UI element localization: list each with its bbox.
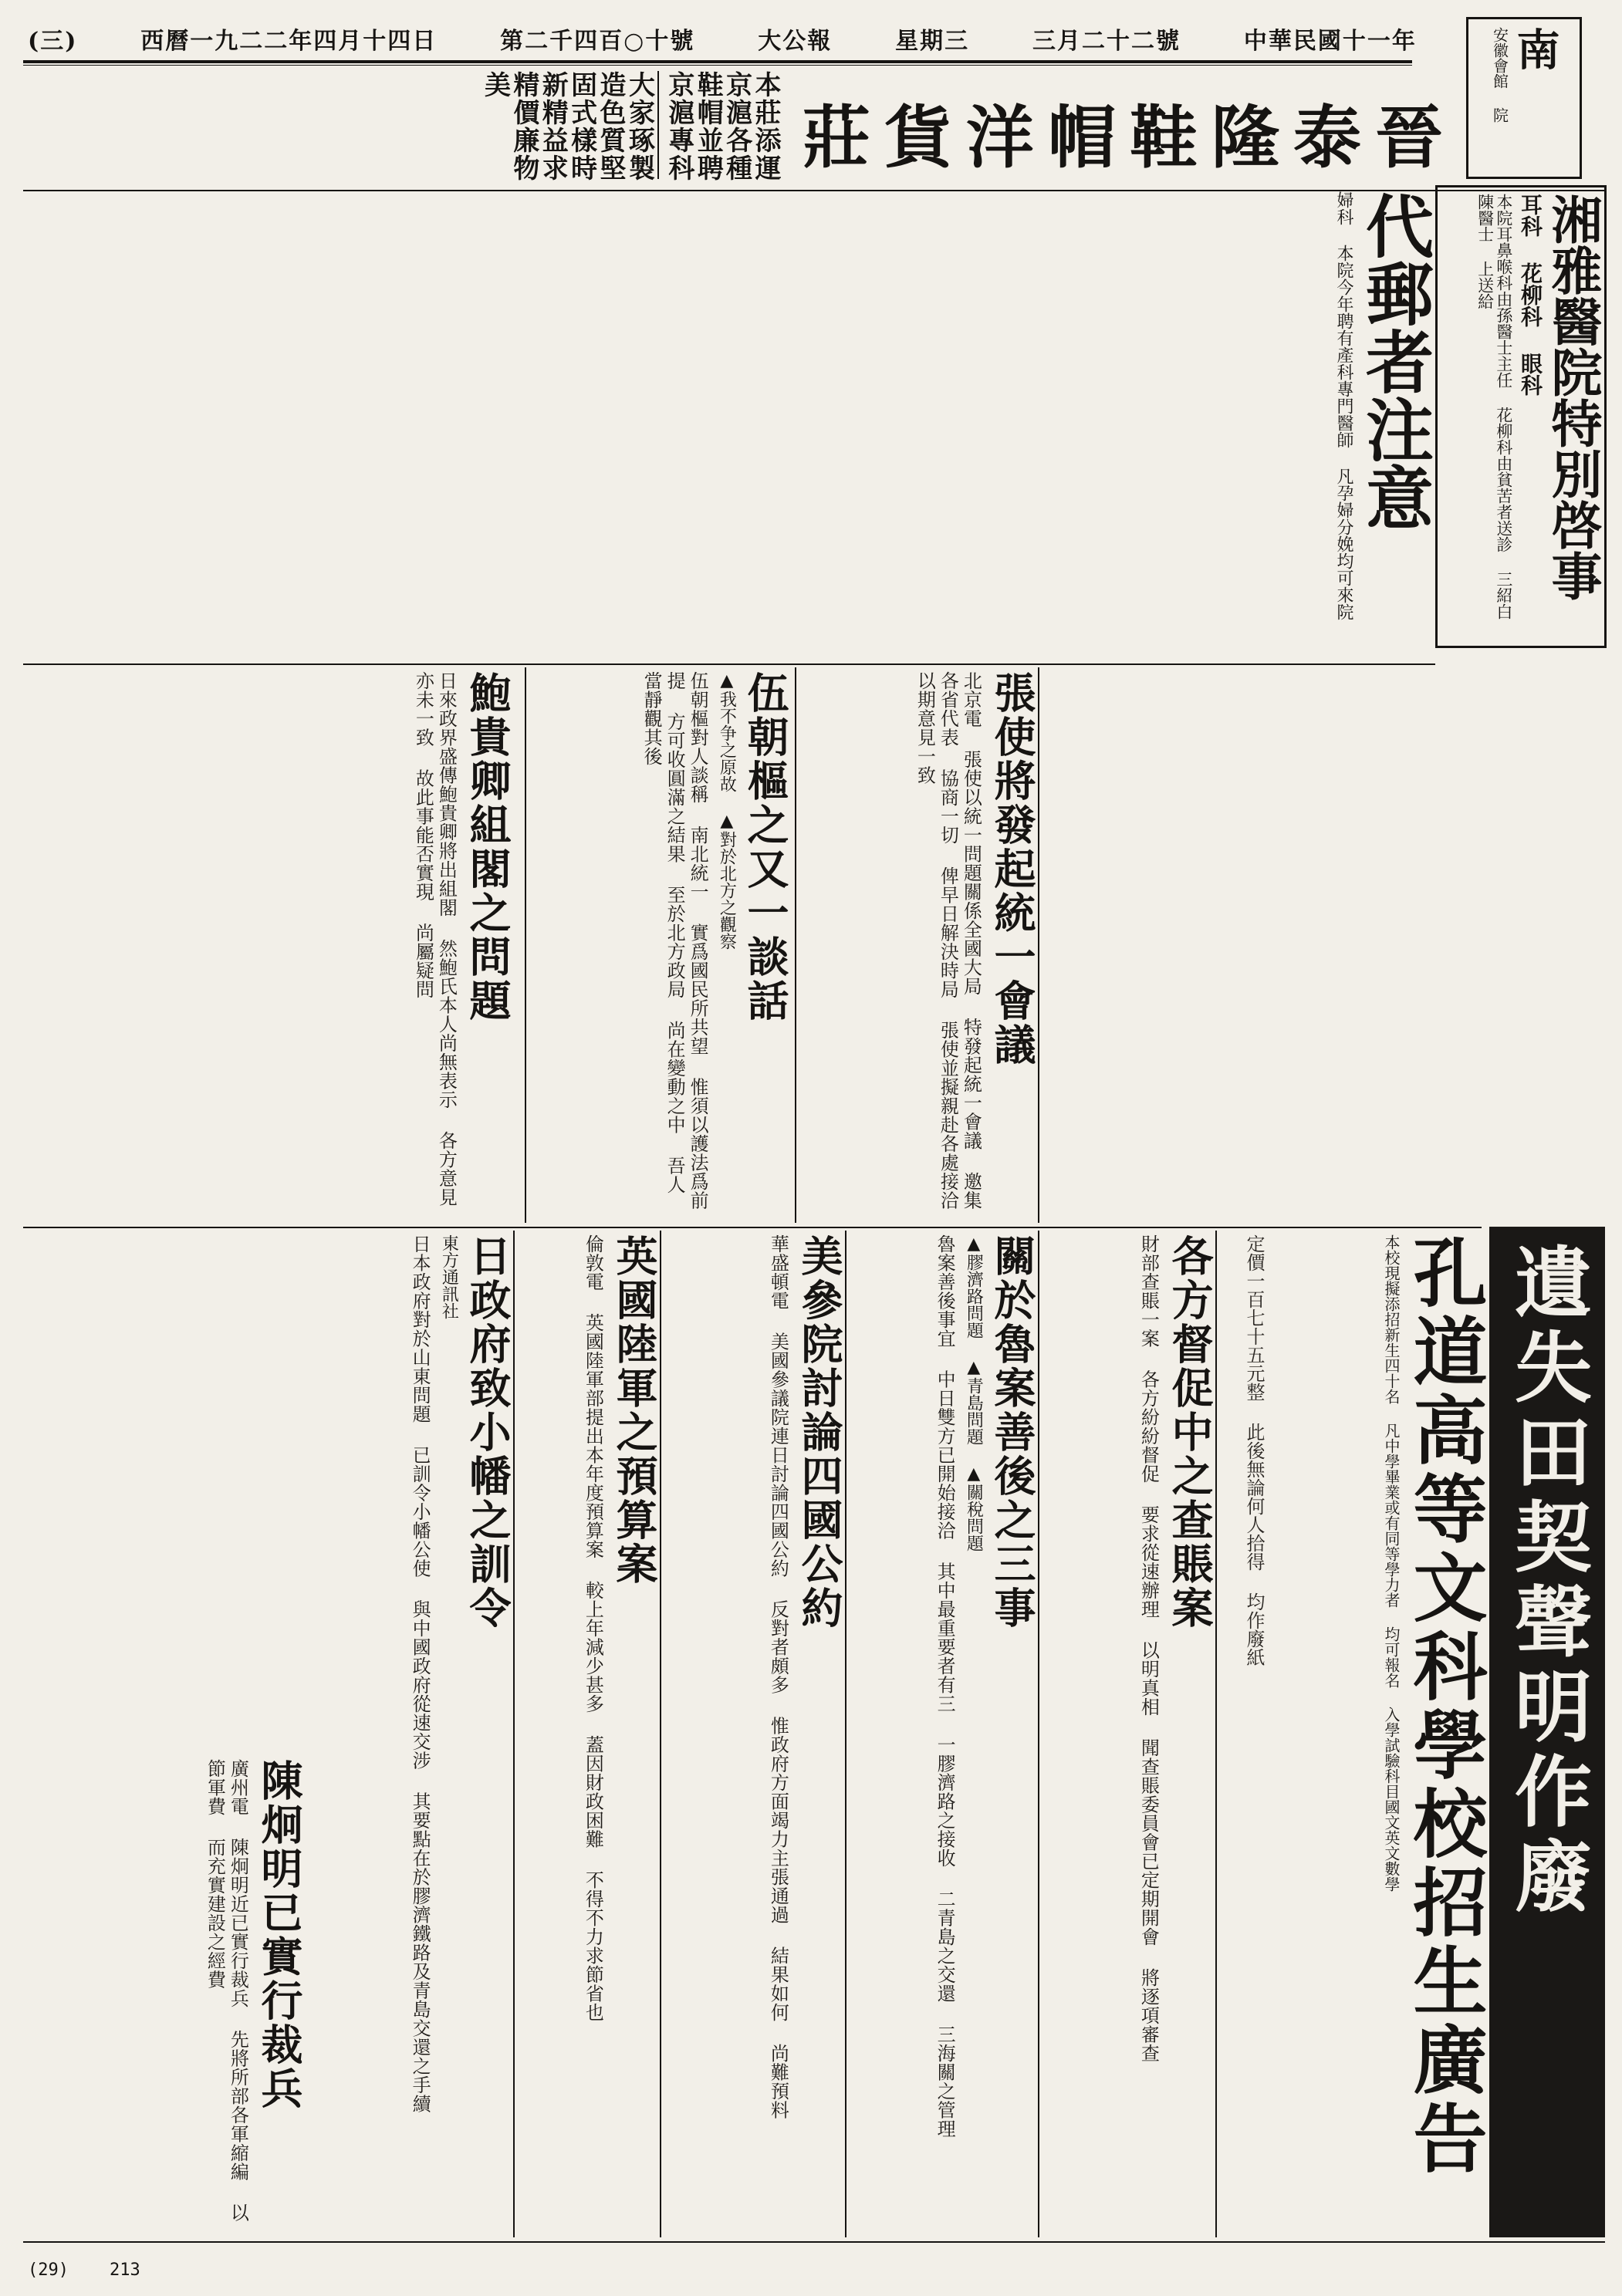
article-subtitle: ▲膠濟路問題 ▲青島問題 ▲關稅問題 [964,1234,984,1551]
store-name: 晉泰隆鞋帽洋貨莊 [803,97,1458,177]
western-date: 西曆一九二二年四月十四日 [140,28,438,55]
store-ad-band [23,71,779,187]
article-body: 北京電 張使以統一問題關係全國大局 特發起統一會議 邀集各省代表 協商一切 俾早日解決時局 張使並擬親赴各處接洽 以期意見一致 [914,671,982,1210]
article-bao-guiqing [293,671,512,1211]
mid-rule-lower [23,1227,1482,1228]
column-divider [1038,667,1039,1223]
article-title: 各方督促中之查賬案 [1165,1234,1215,1630]
article-body: 伍朝樞對人談稱 南北統一 實爲國民所共望 惟須以護法爲前提 方可收圓滿之結果 至於北方政局 尚在變動之中 吾人當靜觀其後 [640,671,709,1210]
article-shandong-aftermath [849,1234,1037,2230]
corner-title-box [1466,17,1582,179]
corner-subtitle: 安徽會館 院 [1490,27,1509,123]
page-footer [28,2261,140,2280]
column-divider [513,1231,515,2237]
article-body: 財部查賬一案 各方紛紛督促 要求從速辦理 以明真相 聞查賬委員會已定期開會 將逐項審查 [1137,1234,1160,2063]
article-title: 陳炯明已實行裁兵 [255,1759,304,2111]
issue-number: 第二千四百○十號 [500,28,695,55]
article-title: 張使將發起統一會議 [988,671,1037,1067]
dateline [28,23,1417,54]
article-body: 魯案善後事宜 中日雙方已開始接洽 其中最重要者有三 一膠濟路之接收 二青島之交還 三海關之管理 [934,1234,956,2139]
notice-title: 代郵者注意 [1355,191,1435,531]
article-body: 日本政府對於山東問題 已訓令小幡公使 與中國政府從速交涉 其要點在於膠濟鐵路及青島交還之手續 [409,1234,431,2113]
date-day: 三月二十二號 [1032,28,1181,55]
article-title: 日政府致小幡之訓令 [463,1234,512,1630]
article-title: 鮑貴卿組閣之問題 [463,671,512,1023]
mid-rule-upper [23,663,1435,665]
hospital-ad-title: 湘雅醫院特別啓事 [1543,194,1603,601]
column-divider [845,1231,846,2237]
article-body: 日來政界盛傳鮑貴卿將出組閣 然鮑氏本人尚無表示 各方意見亦未一致 故此事能否實現 尚屬疑問 [412,671,458,1207]
masthead-rule-thin [23,65,1412,66]
footer-page-mark: (29) [28,2261,69,2280]
article-us-senate [664,1234,844,2230]
column-divider [1215,1231,1217,2237]
article-chen-jiongming [31,1759,304,2230]
paper-name: 大公報 [758,28,833,55]
lost-deed-title: 遺失田契聲明作廢 [1502,1242,1593,1921]
article-body: 廣州電 陳炯明近已實行裁兵 先將所部各軍縮編 以節軍費 而充實建設之經費 [204,1759,249,2222]
article-japan-instruction [309,1234,512,2230]
lost-deed-text: 定價一百七十五元整 此後無論何人拾得 均作廢紙 [1243,1234,1265,1666]
hospital-ad-text: 本院耳鼻喉科由孫醫士主任 花柳科由貧苦者送診 三紹白 陳醫士 上送給 [1475,194,1513,620]
corner-title: 南 [1509,27,1561,70]
date-year: 中華民國十一年 [1243,28,1417,55]
footer-number: 213 [109,2261,140,2280]
article-title: 伍朝樞之又一談話 [741,671,790,1023]
column-divider [660,1231,661,2237]
store-line-2: 大家琢製造色質堅固式樣時新精益求精價廉物美 [479,71,655,182]
lost-deed-ad [1489,1227,1605,2237]
column-divider [525,667,526,1223]
article-subtitle: ▲我不争之原故 ▲對於北方之觀察 [717,671,737,950]
hospital-ad [1435,185,1607,648]
ad-divider [657,71,659,179]
school-ad-text: 本校現擬添招新生四十名 凡中學畢業或有同等學力者 均可報名 入學試驗科目國文英文數學 [1382,1234,1401,1892]
school-ad-title: 孔道高等文科學校招生廣告 [1401,1234,1489,2179]
article-title: 關於魯案善後之三事 [988,1234,1037,1630]
hospital-ad-subtitle: 耳科 花柳科 眼科 [1518,194,1543,396]
bottom-rule [23,2241,1605,2243]
column-divider [1038,1231,1039,2237]
page-number: (三) [28,28,78,55]
article-body: 倫敦電 英國陸軍部提出本年度預算案 較上年減少甚多 蓋因財政困難 不得不力求節省也 [582,1234,604,2022]
article-british-army [517,1234,659,2230]
notice-text: 婦科 本院今年聘有產科專門醫師 凡孕婦分娩均可來院 [1334,191,1353,620]
article-title: 美參院討論四國公約 [795,1234,844,1630]
school-ad [1273,1234,1489,2237]
article-subtitle: 東方通訊社 [439,1234,459,1319]
article-audit-case [1042,1234,1215,2230]
column-divider [795,667,796,1223]
article-zhang-unification [833,671,1037,1211]
article-body: 華盛頓電 美國參議院連日討論四國公約 反對者頗多 惟政府方面竭力主張通過 結果如何 尚難預料 [767,1234,789,2119]
store-line-1: 本莊添運京滬各種鞋帽並聘京滬專科 [663,71,781,182]
masthead-rule [23,60,1412,63]
notice-banner [1157,185,1435,648]
article-title: 英國陸軍之預算案 [610,1234,659,1586]
date-weekday: 星期三 [895,28,970,55]
article-wu-chaoshu [540,671,790,1211]
